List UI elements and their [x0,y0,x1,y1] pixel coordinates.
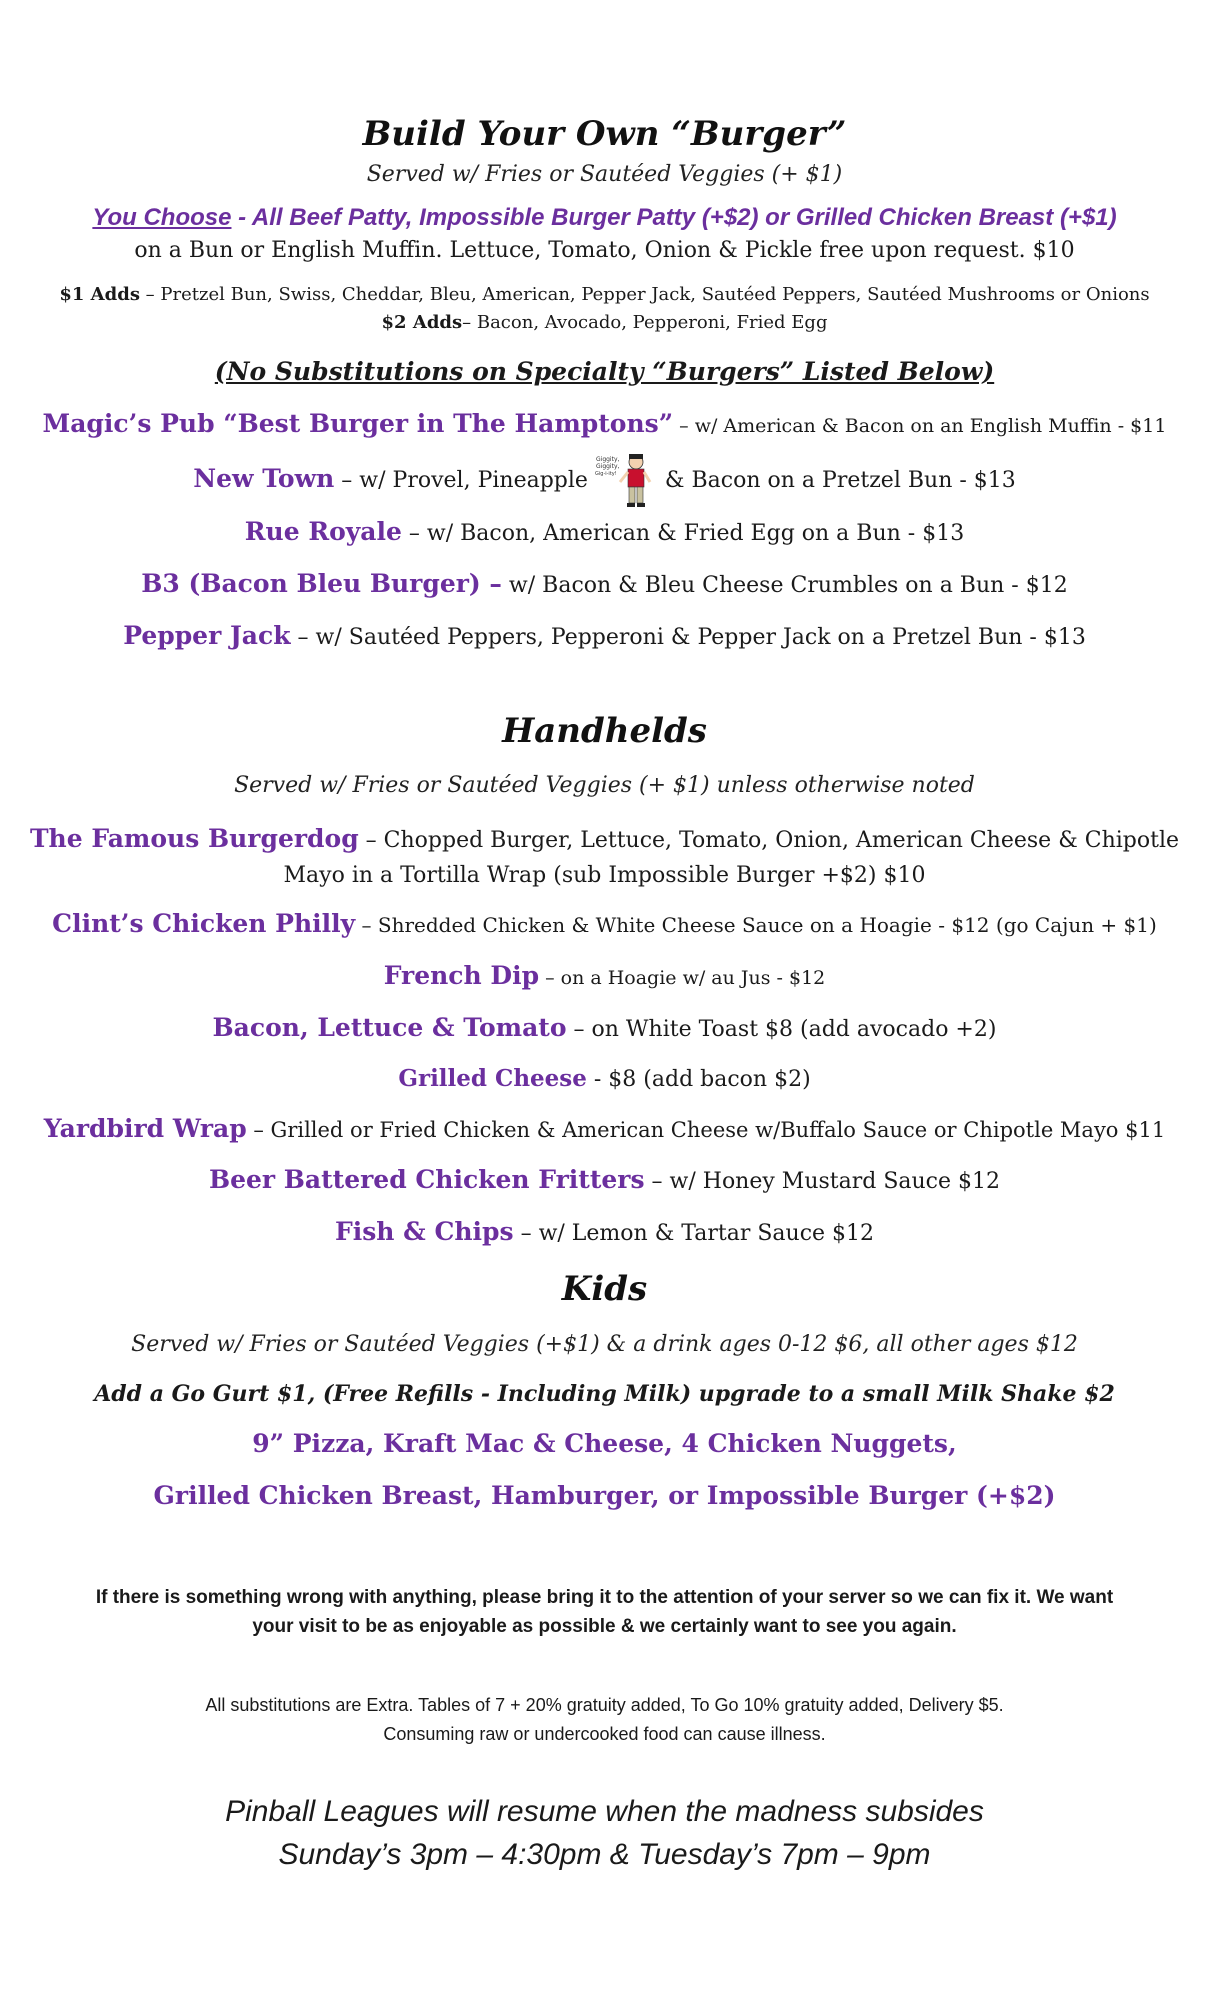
adds1-line [0,285,1209,306]
item-name: Grilled Cheese [398,1065,587,1092]
item-desc: - $8 (add bacon $2) [586,1067,811,1092]
burger-bun-line: on a Bun or English Muffin. Lettuce, Tomato, Onion & Pickle free upon request. $10 [134,238,1075,263]
item-desc-continued: Mayo in a Tortilla Wrap (sub Impossible Burger +$2) $10 [283,863,926,888]
adds2-text: – Bacon, Avocado, Pepperoni, Fried Egg [462,312,828,333]
kids-section-title: Kids [561,1269,648,1309]
handheld-item [0,1166,1209,1195]
burger-choice-text: - All Beef Patty, Impossible Burger Patty (+$2) or Grilled Chicken Breast (+$1) [231,204,1117,231]
item-desc: – w/ Lemon & Tartar Sauce $12 [513,1221,875,1246]
pinball-notice-line1: Pinball Leagues will resume when the madness subsides [225,1795,984,1828]
handheld-item [0,1014,1209,1043]
footer-notice-line2: your visit to be as enjoyable as possible & we certainly want to see you again. [252,1616,957,1637]
item-desc-continued: & Bacon on a Pretzel Bun - $13 [657,468,1016,493]
item-name: Beer Battered Chicken Fritters [208,1165,645,1194]
handheld-item-continued [0,860,1209,889]
item-name: B3 (Bacon Bleu Burger) – [141,569,502,598]
footer-notice-line1: If there is something wrong with anything, please bring it to the attention of your server so we can fix it. We want [95,1587,1114,1608]
handhelds-subtitle: Served w/ Fries or Sautéed Veggies (+ $1) unless otherwise noted [234,773,975,798]
item-desc: – Chopped Burger, Lettuce, Tomato, Onion, American Cheese & Chipotle [358,828,1180,853]
item-desc: – Shredded Chicken & White Cheese Sauce on a Hoagie - $12 (go Cajun + $1) [355,913,1157,937]
handheld-item [0,825,1209,854]
handheld-item [0,962,1209,991]
you-choose-label: You Choose [92,204,232,231]
item-name: Bacon, Lettuce & Tomato [212,1013,567,1042]
item-name: The Famous Burgerdog [29,824,359,853]
specialty-item [0,570,1209,599]
item-desc: – Grilled or Fried Chicken & American Cheese w/Buffalo Sauce or Chipotle Mayo $11 [246,1118,1166,1142]
item-name: Clint’s Chicken Philly [52,909,356,938]
adds2-line [0,313,1209,334]
item-name: Magic’s Pub “Best Burger in The Hamptons” [42,409,674,438]
handheld-item [0,910,1209,939]
kids-options-line2: Grilled Chicken Breast, Hamburger, or Impossible Burger (+$2) [153,1481,1056,1510]
handheld-item [0,1064,1209,1093]
kids-addon: Add a Go Gurt $1, (Free Refills - Including Milk) upgrade to a small Milk Shake $2 [94,1381,1115,1407]
adds1-text: – Pretzel Bun, Swiss, Cheddar, Bleu, American, Pepper Jack, Sautéed Peppers, Sautéed Mushrooms or Onions [139,284,1150,305]
adds1-label: $1 Adds [59,284,140,305]
item-name: Rue Royale [244,517,402,546]
item-desc: – on a Hoagie w/ au Jus - $12 [539,967,826,989]
item-desc: – w/ American & Bacon on an English Muffin - $11 [673,415,1167,437]
item-name: Pepper Jack [123,621,291,650]
item-desc: – w/ Sautéed Peppers, Pepperoni & Pepper Jack on a Pretzel Bun - $13 [290,625,1086,650]
svg-text:Giggity,: Giggity, [595,455,620,463]
specialty-item [0,622,1209,651]
handhelds-section-title: Handhelds [502,711,707,751]
specialty-item [0,518,1209,547]
item-name: New Town [193,464,335,493]
burger-choice-line [0,204,1209,232]
item-desc: – w/ Honey Mustard Sauce $12 [644,1169,1001,1194]
footer-policy-line1: All substitutions are Extra. Tables of 7 + 20% gratuity added, To Go 10% gratuity added, Delivery $5. [205,1695,1004,1715]
item-name: Yardbird Wrap [43,1114,247,1143]
item-desc: – w/ Bacon, American & Fried Egg on a Bun - $13 [401,521,965,546]
svg-text:Gig-i-ity!: Gig-i-ity! [594,470,617,477]
kids-subtitle: Served w/ Fries or Sautéed Veggies (+$1) & a drink ages 0-12 $6, all other ages $12 [131,1332,1078,1357]
item-desc: – on White Toast $8 (add avocado +2) [566,1017,997,1042]
pinball-notice-line2: Sunday’s 3pm – 4:30pm & Tuesday’s 7pm – 9pm [278,1838,931,1871]
adds2-label: $2 Adds [381,312,463,333]
burger-subtitle: Served w/ Fries or Sautéed Veggies (+ $1) [366,162,843,187]
specialty-item [0,410,1209,439]
item-name: Fish & Chips [334,1217,514,1246]
handheld-item [0,1218,1209,1247]
svg-text:Giggity,: Giggity, [595,462,620,470]
item-name: French Dip [383,961,540,990]
cartoon-character-icon [594,452,652,510]
handheld-item [0,1115,1209,1144]
burger-section-title: Build Your Own “Burger” [362,114,847,154]
footer-policy-line2: Consuming raw or undercooked food can cause illness. [383,1724,826,1744]
specialty-item [0,448,1209,510]
no-substitutions-note: (No Substitutions on Specialty “Burgers” Listed Below) [214,357,995,386]
kids-options-line1: 9” Pizza, Kraft Mac & Cheese, 4 Chicken Nuggets, [252,1429,957,1458]
item-desc: w/ Bacon & Bleu Cheese Crumbles on a Bun - $12 [501,573,1068,598]
item-desc: – w/ Provel, Pineapple [334,468,588,493]
